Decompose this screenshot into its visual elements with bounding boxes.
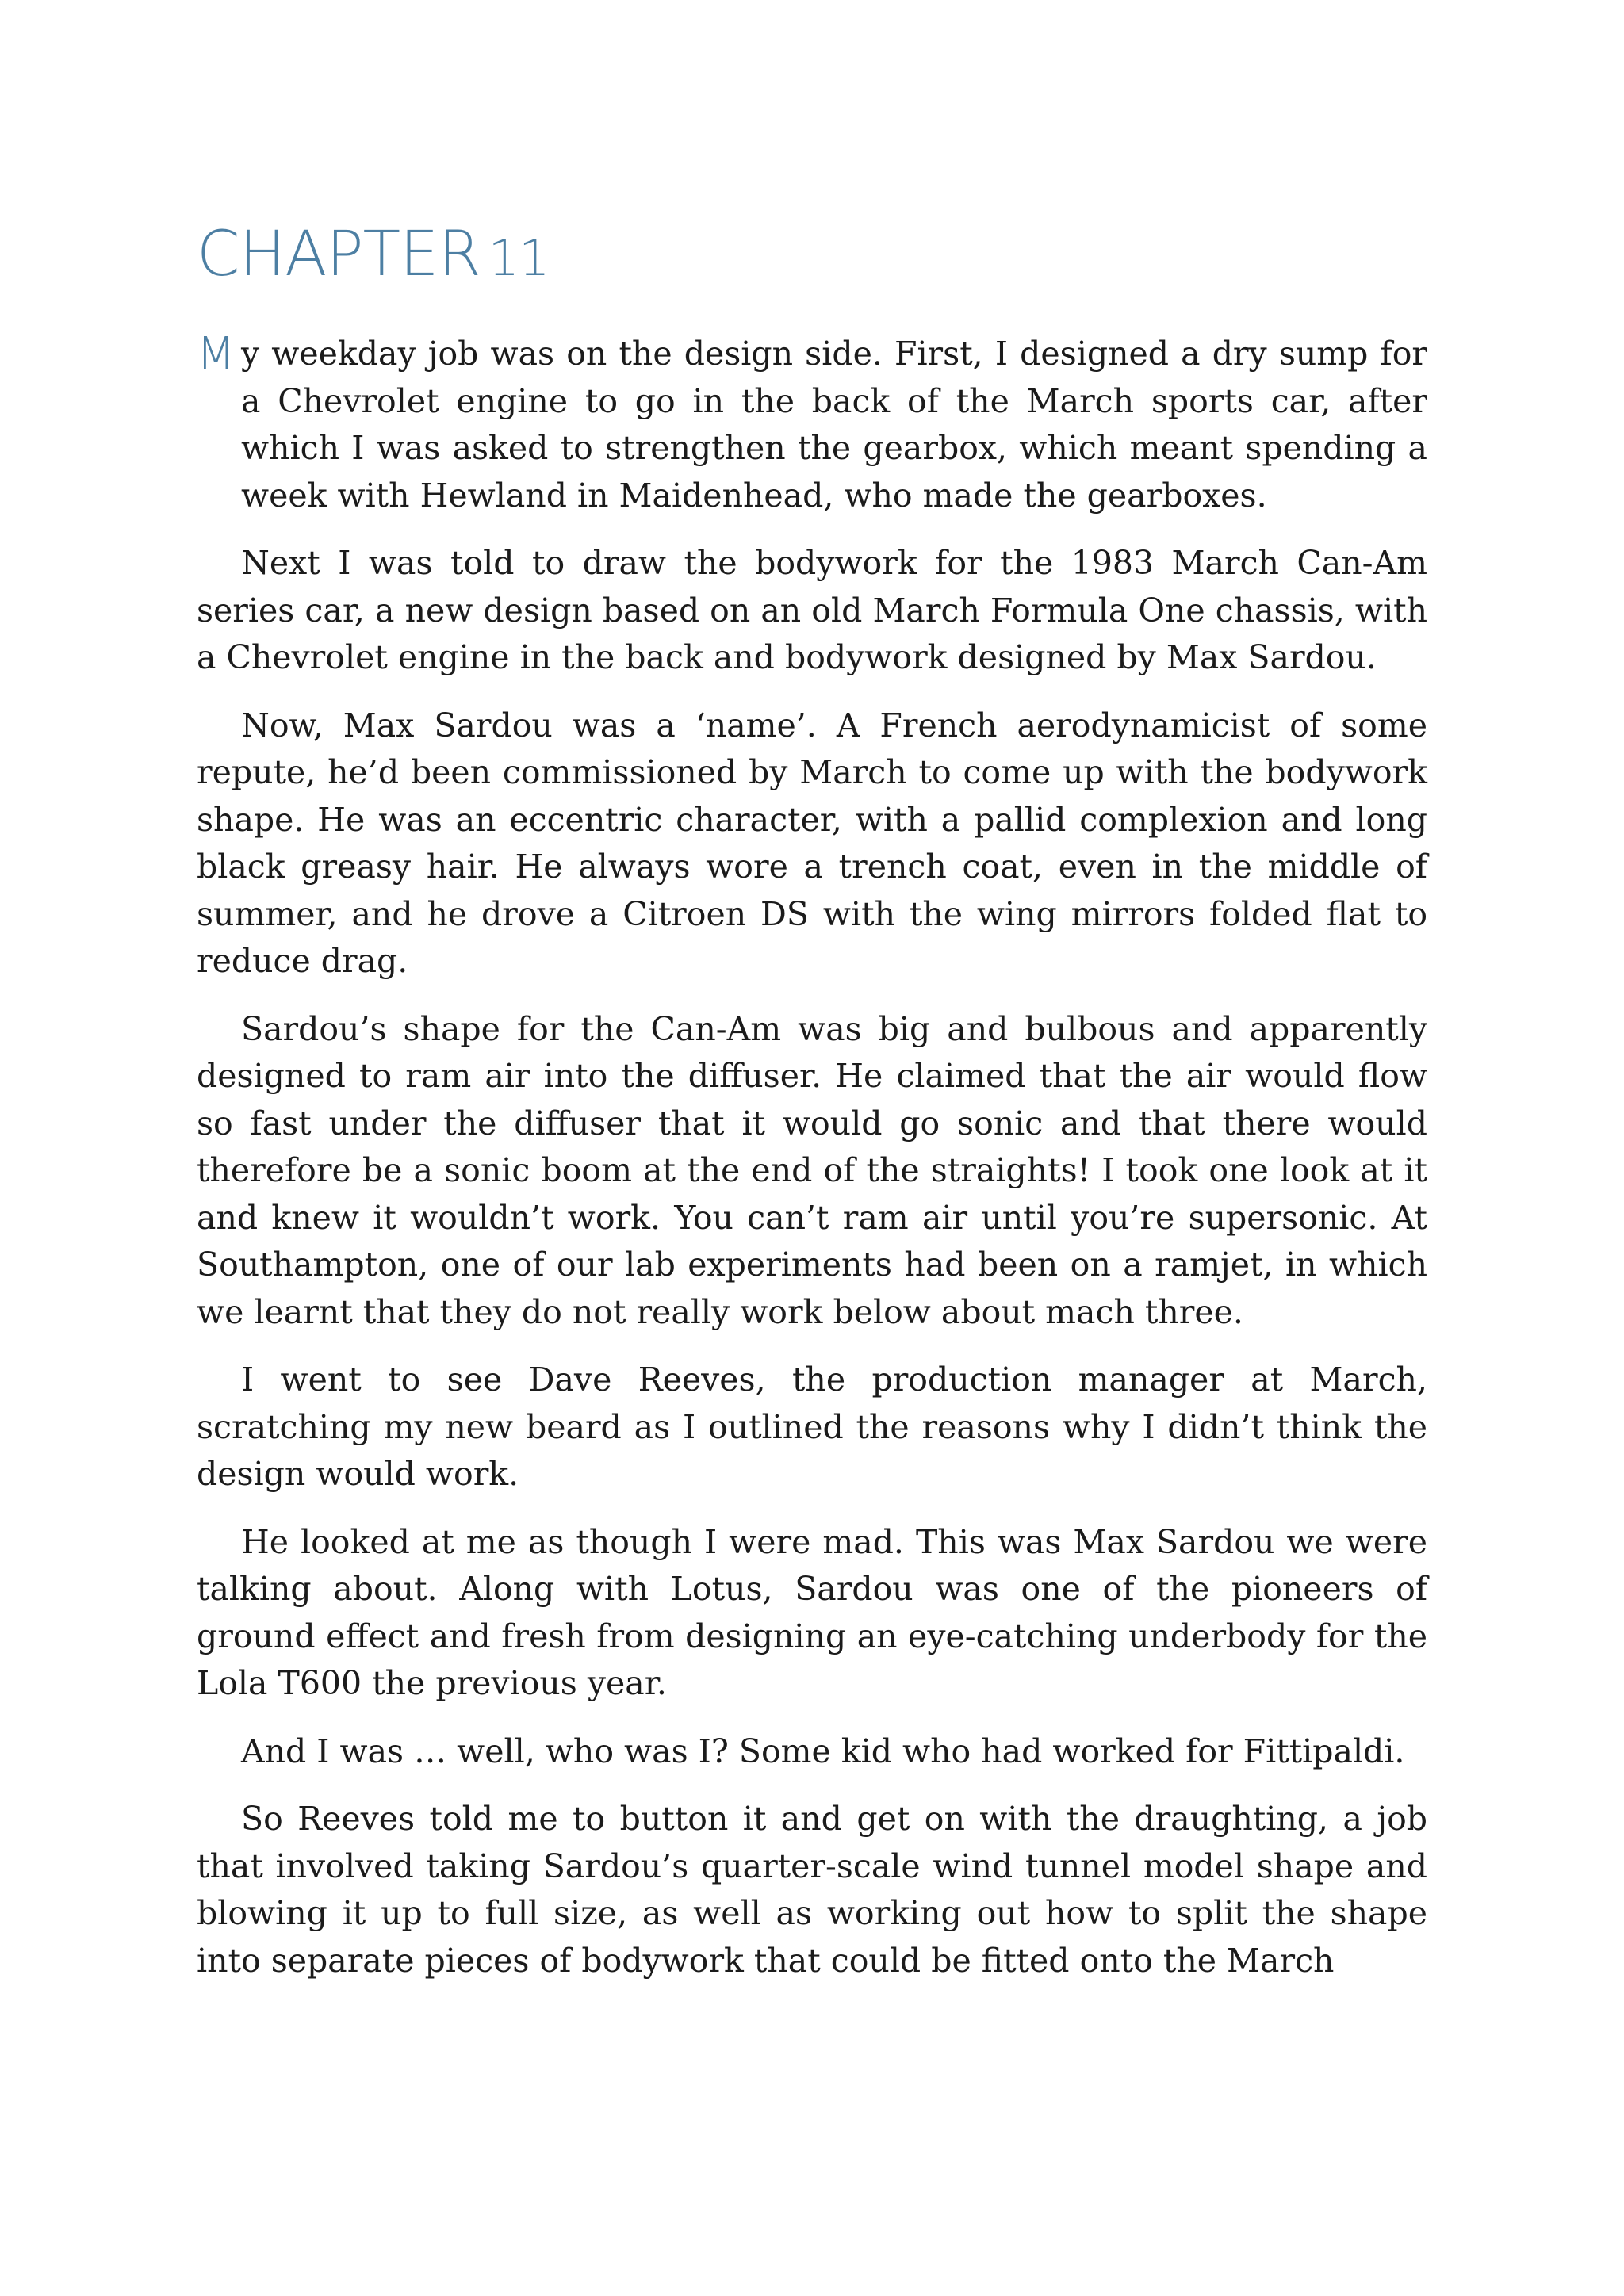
paragraph: Next I was told to draw the bodywork for the 1983 March Can-Am series car, a new design based on an old March Formula One chassis, with a Chevrolet engine in the back and bodywork designed by Max Sardou.: [197, 544, 1427, 676]
paragraph-text: y weekday job was on the design side. First, I designed a dry sump for a Chevrolet engine to go in the back of the March sports car, after which I was asked to strengthen the gearbox, which meant spending a week with Hewland in Maidenhead, who made the gearboxes.: [241, 335, 1427, 515]
paragraph: [197, 328, 1427, 519]
chapter-number: 11: [488, 229, 550, 287]
paragraph: He looked at me as though I were mad. This was Max Sardou we were talking about. Along with Lotus, Sardou was one of the pioneers of ground effect and fresh from designing an eye-catching underbody for the Lola T600 the previous year.: [197, 1522, 1427, 1702]
paragraph: Now, Max Sardou was a ‘name’. A French aerodynamicist of some repute, he’d been commissioned by March to come up with the bodywork shape. He was an eccentric character, with a pallid complexion and long black greasy hair. He always wore a trench coat, even in the middle of summer, and he drove a Citroen DS with the wing mirrors folded flat to reduce drag.: [197, 706, 1427, 980]
chapter-heading: [197, 219, 550, 290]
paragraph: Sardou’s shape for the Can-Am was big and bulbous and apparently designed to ram air into the diffuser. He claimed that the air would flow so fast under the diffuser that it would go sonic and that there would therefore be a sonic boom at the end of the straights! I took one look at it and knew it wouldn’t work. You can’t ram air until you’re supersonic. At Southampton, one of our lab experiments had been on a ramjet, in which we learnt that they do not really work below about mach three.: [197, 1009, 1427, 1331]
paragraph: So Reeves told me to button it and get on with the draughting, a job that involved taking Sardou’s quarter-scale wind tunnel model shape and blowing it up to full size, as well as working out how to split the shape into separate pieces of bodywork that could be fitted onto the March: [197, 1800, 1427, 1980]
paragraph: And I was … well, who was I? Some kid who had worked for Fittipaldi.: [241, 1732, 1405, 1770]
chapter-body: [197, 328, 1427, 2005]
chapter-word: CHAPTER: [197, 219, 481, 290]
drop-initial: M: [197, 328, 236, 380]
paragraph: I went to see Dave Reeves, the production manager at March, scratching my new beard as I outlined the reasons why I didn’t think the design would work.: [197, 1360, 1427, 1493]
